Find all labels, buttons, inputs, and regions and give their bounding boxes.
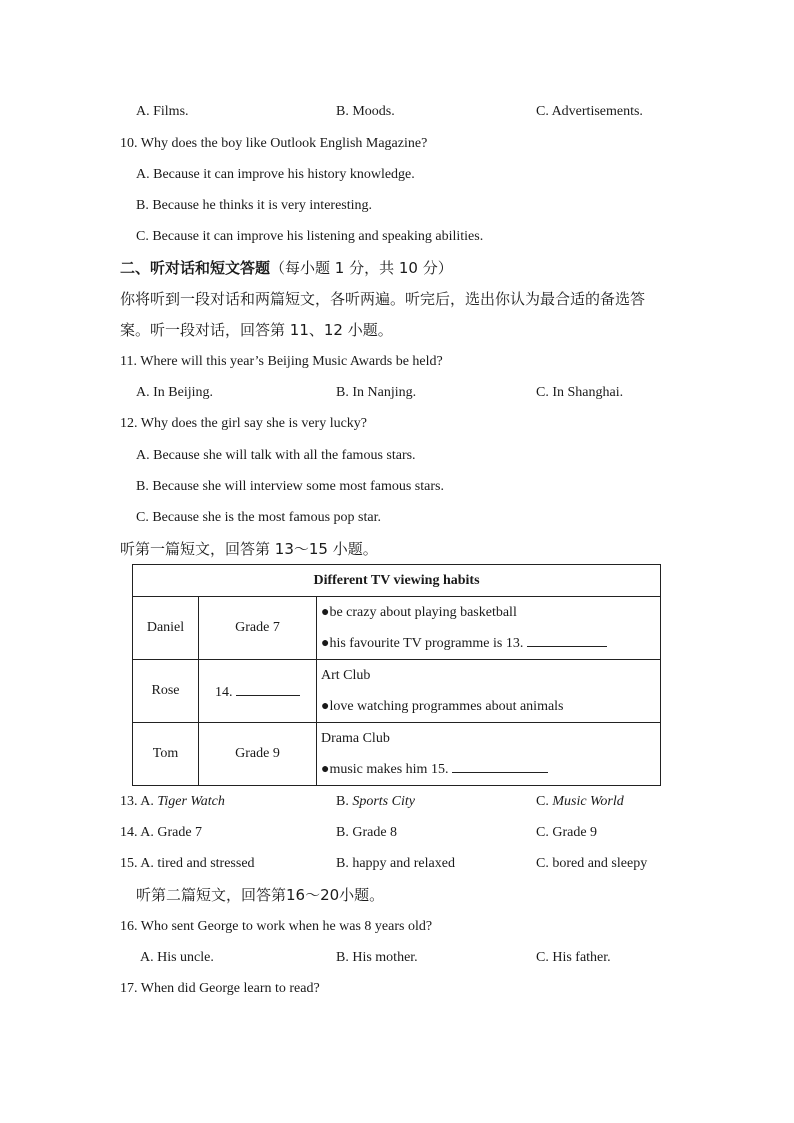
- student-notes: [317, 597, 661, 660]
- q11-option-b: B. In Nanjing.: [336, 385, 417, 400]
- q15-option-c: C. bored and sleepy: [536, 856, 648, 871]
- table-row: [133, 597, 661, 660]
- q11-option-a: A. In Beijing.: [136, 385, 213, 400]
- q16-option-b: B. His mother.: [336, 950, 418, 965]
- student-name: Rose: [133, 660, 199, 723]
- student-grade-cell: [199, 660, 317, 723]
- note-line: ●be crazy about playing basketball: [321, 605, 517, 620]
- note-line-with-blank: [321, 628, 660, 659]
- tv-habits-table: [132, 564, 661, 786]
- q13-option-b: [336, 793, 415, 811]
- passage1-instruction: 听第一篇短文，回答第 13～15 小题。: [120, 540, 378, 558]
- table-title-row: [133, 565, 661, 597]
- q9-option-b: B. Moods.: [336, 104, 395, 119]
- q12-option-b: B. Because she will interview some most famous stars.: [136, 479, 444, 494]
- q12-option-a: A. Because she will talk with all the famous stars.: [136, 448, 416, 463]
- q12-question: 12. Why does the girl say she is very lucky?: [120, 416, 368, 431]
- student-name: Tom: [133, 723, 199, 786]
- q16-option-a: A. His uncle.: [140, 950, 214, 965]
- q16-question: 16. Who sent George to work when he was 8 years old?: [120, 919, 433, 934]
- q13-option-a: [120, 793, 225, 811]
- q10-option-a: A. Because it can improve his history knowledge.: [136, 167, 415, 182]
- note-text: ●music makes him 15.: [321, 762, 449, 777]
- q12-option-c: C. Because she is the most famous pop star.: [136, 510, 381, 525]
- section2-instruction-1: 你将听到一段对话和两篇短文，各听两遍。听完后，选出你认为最合适的备选答: [120, 290, 646, 308]
- student-notes: [317, 723, 661, 786]
- q13-number: 13. A.: [120, 794, 154, 809]
- q17-question: 17. When did George learn to read?: [120, 981, 320, 996]
- q13-b-text: Sports City: [352, 794, 415, 809]
- q9-option-a: A. Films.: [136, 104, 189, 119]
- student-grade: Grade 9: [199, 723, 317, 786]
- table-title: Different TV viewing habits: [133, 565, 661, 597]
- section2-heading: [120, 259, 453, 277]
- passage2-instruction: 听第二篇短文，回答第16～20小题。: [136, 886, 385, 904]
- section2-instruction-2: 案。听一段对话，回答第 11、12 小题。: [120, 321, 393, 339]
- note-text: ●his favourite TV programme is 13.: [321, 636, 524, 651]
- student-grade: 14.: [215, 685, 233, 700]
- q10-question: 10. Why does the boy like Outlook English Magazine?: [120, 136, 428, 151]
- q14-option-a: 14. A. Grade 7: [120, 825, 203, 840]
- q13-a-text: Tiger Watch: [157, 794, 225, 809]
- q15-option-b: B. happy and relaxed: [336, 856, 455, 871]
- answer-blank-14: [236, 681, 300, 696]
- section2-title: 二、听对话和短文答题: [120, 259, 271, 277]
- answer-blank-15: [452, 758, 548, 773]
- answer-blank-13: [527, 632, 607, 647]
- table-row: [133, 660, 661, 723]
- q13-option-c: [536, 793, 624, 811]
- table-row: [133, 723, 661, 786]
- q9-option-c: C. Advertisements.: [536, 104, 643, 119]
- q14-option-c: C. Grade 9: [536, 825, 598, 840]
- q14-option-b: B. Grade 8: [336, 825, 398, 840]
- q13-c-label: C.: [536, 794, 549, 809]
- student-grade: Grade 7: [199, 597, 317, 660]
- note-line: Art Club: [321, 668, 371, 683]
- student-notes: [317, 660, 661, 723]
- note-line: ●love watching programmes about animals: [321, 699, 564, 714]
- student-name: Daniel: [133, 597, 199, 660]
- note-line: Drama Club: [321, 731, 390, 746]
- q13-b-label: B.: [336, 794, 349, 809]
- q11-question: 11. Where will this year’s Beijing Music Awards be held?: [120, 354, 443, 369]
- q11-option-c: C. In Shanghai.: [536, 385, 624, 400]
- section2-score-note: （每小题 1 分，共 10 分）: [270, 259, 453, 277]
- q10-option-b: B. Because he thinks it is very interesting.: [136, 198, 373, 213]
- q10-option-c: C. Because it can improve his listening and speaking abilities.: [136, 229, 484, 244]
- q16-option-c: C. His father.: [536, 950, 611, 965]
- q15-option-a: 15. A. tired and stressed: [120, 856, 255, 871]
- q13-c-text: Music World: [552, 794, 624, 809]
- note-line-with-blank: [321, 754, 660, 785]
